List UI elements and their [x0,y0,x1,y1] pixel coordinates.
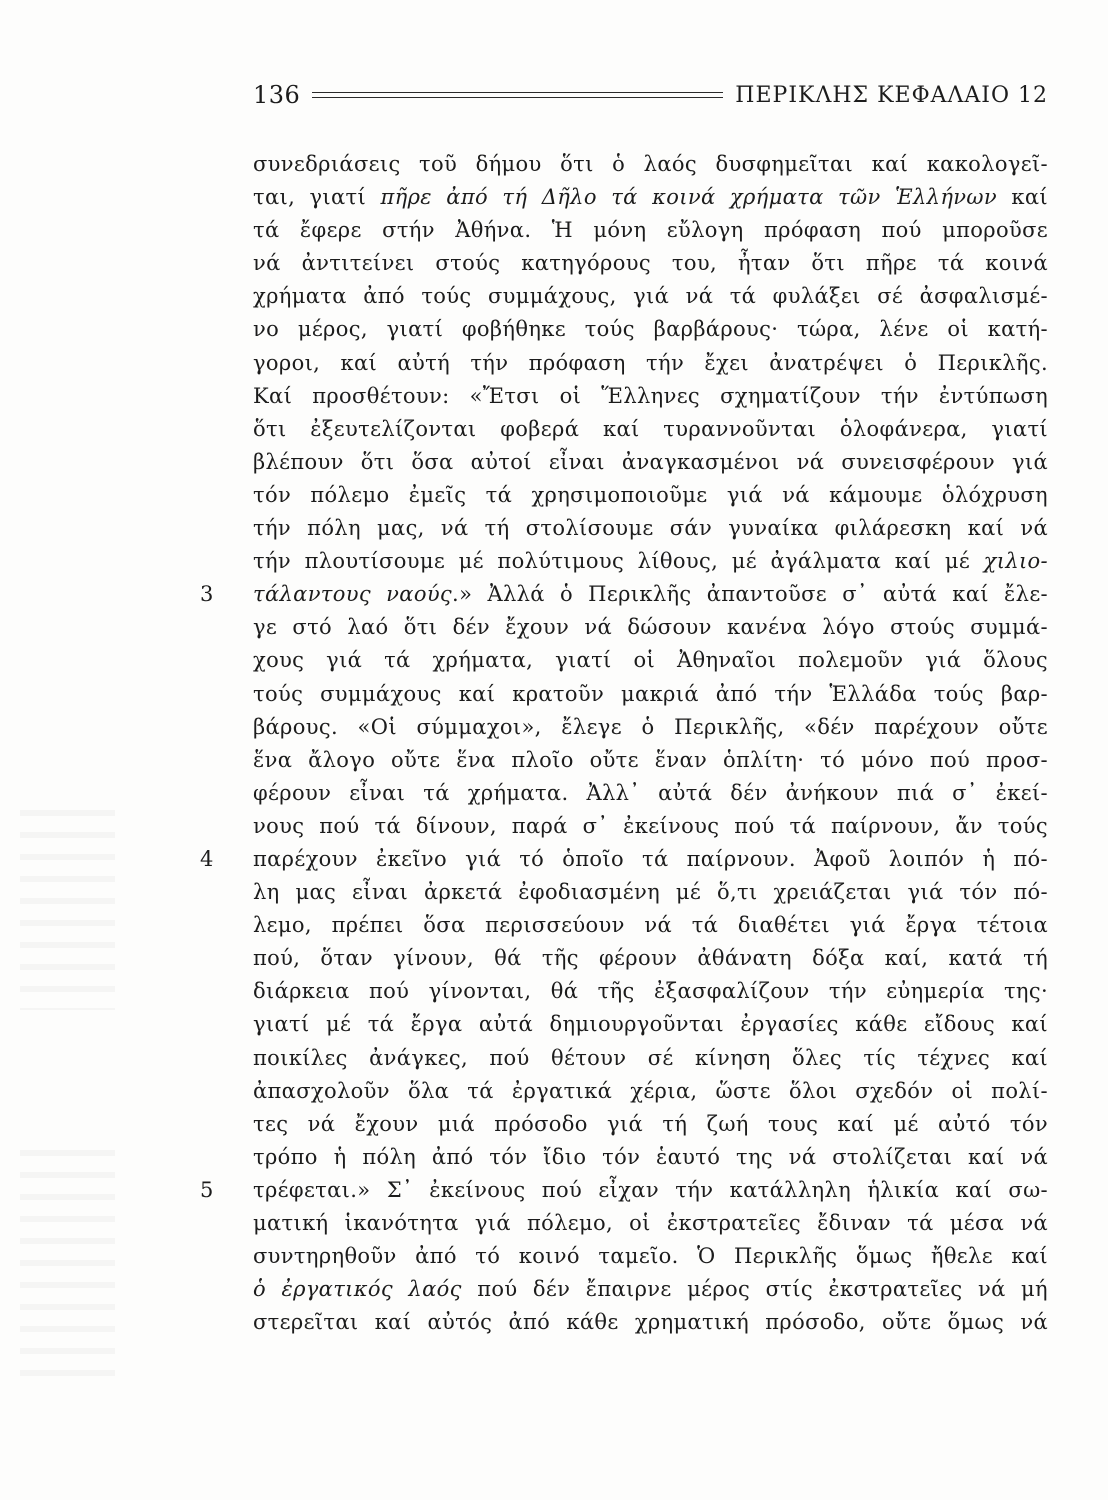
text-line [253,909,1048,942]
text-run: τες νά ἔχουν μιά πρόσοδο γιά τή ζωή τους καί μέ αὐτό τόν [253,1111,1048,1136]
text-run: βάρους. «Οἱ σύμμαχοι», ἔλεγε ὁ Περικλῆς, «δέν παρέχουν οὔτε [253,714,1048,739]
text-line [253,1008,1048,1041]
text-line [253,810,1048,843]
text-run: συντηρηθοῦν ἀπό τό κοινό ταμεῖο. Ὁ Περικλῆς ὅμως ἤθελε καί [253,1244,1048,1269]
text-run: γοροι, καί αὐτή τήν πρόφαση τήν ἔχει ἀνατρέψει ὁ Περικλῆς. [253,350,1048,375]
text-line [253,545,1048,578]
text-line [253,611,1048,644]
text-run: παρέχουν ἐκεῖνο γιά τό ὁποῖο τά παίρνουν. Ἀφοῦ λοιπόν ἡ πό- [253,846,1048,871]
header-double-rule [312,92,723,98]
text-line [253,181,1048,214]
text-line [253,512,1048,545]
text-run: χρήματα ἀπό τούς συμμάχους, γιά νά τά φυλάξει σέ ἀσφαλισμέ- [253,284,1048,309]
text-line [253,942,1048,975]
text-run: πού δέν ἔπαιρνε μέρος στίς ἐκστρατεῖες νά μή [461,1277,1048,1302]
text-run: νο μέρος, γιατί φοβήθηκε τούς βαρβάρους· τώρα, λένε οἱ κατή- [253,317,1048,342]
text-line [253,843,1048,876]
text-line [253,247,1048,280]
italic-run: χιλιο- [983,549,1048,574]
italic-run: ὁ ἐργατικός λαός [253,1277,462,1302]
text-line [253,380,1048,413]
text-line [253,711,1048,744]
text-line [253,1306,1048,1339]
text-run: φέρουν εἶναι τά χρήματα. Ἀλλ᾽ αὐτά δέν ἀνήκουν πιά σ᾽ ἐκεί- [253,780,1048,805]
text-run: .» Ἀλλά ὁ Περικλῆς ἀπαντοῦσε σ᾽ αὐτά καί ἔλε- [452,582,1048,607]
text-run: λεμο, πρέπει ὅσα περισσεύουν νά τά διαθέτει γιά ἔργα τέτοια [253,913,1048,938]
text-run: τούς συμμάχους καί κρατοῦν μακριά ἀπό τήν Ἑλλάδα τούς βαρ- [253,681,1048,706]
text-run: γε στό λαό ὅτι δέν ἔχουν νά δώσουν κανένα λόγο στούς συμμά- [253,615,1048,640]
text-line [253,1075,1048,1108]
italic-run: πῆρε ἀπό τή Δῆλο τά κοινά χρήματα τῶν Ἑλλήνων [380,185,997,210]
text-line [253,446,1048,479]
text-run: ἀπασχολοῦν ὅλα τά ἐργατικά χέρια, ὥστε ὅλοι σχεδόν οἱ πολί- [253,1078,1048,1103]
text-run: τήν πλουτίσουμε μέ πολύτιμους λίθους, μέ ἀγάλματα καί μέ [253,549,984,574]
text-line [253,975,1048,1008]
text-run: ἕνα ἄλογο οὔτε ἕνα πλοῖο οὔτε ἕναν ὁπλίτη· τό μόνο πού προσ- [253,747,1048,772]
text-line [253,1174,1048,1207]
text-line [253,1207,1048,1240]
text-run: ποικίλες ἀνάγκες, πού θέτουν σέ κίνηση ὅλες τίς τέχνες καί [253,1045,1048,1070]
bleed-through-shadow [20,810,115,1010]
text-run: χους γιά τά χρήματα, γιατί οἱ Ἀθηναῖοι πολεμοῦν γιά ὅλους [253,648,1048,673]
text-line [253,777,1048,810]
text-line [253,313,1048,346]
text-line [253,413,1048,446]
text-run: ται, γιατί [253,185,381,210]
text-line [253,1273,1048,1306]
text-run: λη μας εἶναι ἀρκετά ἐφοδιασμένη μέ ὅ,τι χρειάζεται γιά τόν πό- [253,880,1048,905]
text-line [253,347,1048,380]
bleed-through-shadow [20,1150,115,1380]
running-title: ΠΕΡΙΚΛΗΣ ΚΕΦΑΛΑΙΟ 12 [735,82,1048,108]
text-line [253,479,1048,512]
text-run: νά ἀντιτείνει στούς κατηγόρους του, ἦταν ὅτι πῆρε τά κοινά [253,251,1048,276]
text-run: συνεδριάσεις τοῦ δήμου ὅτι ὁ λαός δυσφημεῖται καί κακολογεῖ- [253,152,1048,176]
text-line [253,744,1048,777]
running-head [253,78,1048,112]
text-line [253,678,1048,711]
text-line [253,1240,1048,1273]
page-number: 136 [253,81,301,109]
italic-run: τάλαντους ναούς [253,582,453,607]
text-run: νους πού τά δίνουν, παρά σ᾽ ἐκείνους πού τά παίρνουν, ἄν τούς [253,813,1048,838]
text-line [253,1141,1048,1174]
margin-section-number: 5 [200,1178,214,1203]
text-run: στερεῖται καί αὐτός ἀπό κάθε χρηματική πρόσοδο, οὔτε ὅμως νά [253,1310,1048,1335]
text-run: πού, ὅταν γίνουν, θά τῆς φέρουν ἀθάνατη δόξα καί, κατά τή [253,946,1048,971]
body-text [253,148,1048,1339]
text-run: καί [996,185,1048,210]
text-run: τόν πόλεμο ἐμεῖς τά χρησιμοποιοῦμε γιά νά κάμουμε ὁλόχρυση [253,482,1048,507]
text-line [253,214,1048,247]
text-run: τρέφεται.» Σ᾽ ἐκείνους πού εἶχαν τήν κατάλληλη ἡλικία καί σω- [253,1177,1048,1202]
text-line [253,280,1048,313]
text-line [253,876,1048,909]
text-run: τήν πόλη μας, νά τή στολίσουμε σάν γυναίκα φιλάρεσκη καί νά [253,516,1048,541]
text-run: βλέπουν ὅτι ὅσα αὐτοί εἶναι ἀναγκασμένοι νά συνεισφέρουν γιά [253,449,1048,474]
text-line [253,644,1048,677]
text-run: τά ἔφερε στήν Ἀθήνα. Ἡ μόνη εὔλογη πρόφαση πού μποροῦσε [253,218,1048,243]
text-run: Καί προσθέτουν: «Ἔτσι οἱ Ἕλληνες σχηματίζουν τήν ἐντύπωση [253,383,1048,408]
text-run: ματική ἱκανότητα γιά πόλεμο, οἱ ἐκστρατεῖες ἔδιναν τά μέσα νά [253,1211,1048,1235]
text-run: τρόπο ἡ πόλη ἀπό τόν ἴδιο τόν ἑαυτό της νά στολίζεται καί νά [253,1144,1048,1169]
text-run: ὅτι ἐξευτελίζονται φοβερά καί τυραννοῦνται ὁλοφάνερα, γιατί [253,416,1048,441]
margin-section-number: 3 [200,582,214,607]
text-line [253,578,1048,611]
margin-section-number: 4 [200,847,214,872]
text-line [253,1108,1048,1141]
text-run: διάρκεια πού γίνονται, θά τῆς ἐξασφαλίζουν τήν εὐημερία της· [253,979,1048,1004]
text-line [253,1042,1048,1075]
text-run: γιατί μέ τά ἔργα αὐτά δημιουργοῦνται ἐργασίες κάθε εἴδους καί [253,1012,1048,1037]
text-line [253,148,1048,181]
